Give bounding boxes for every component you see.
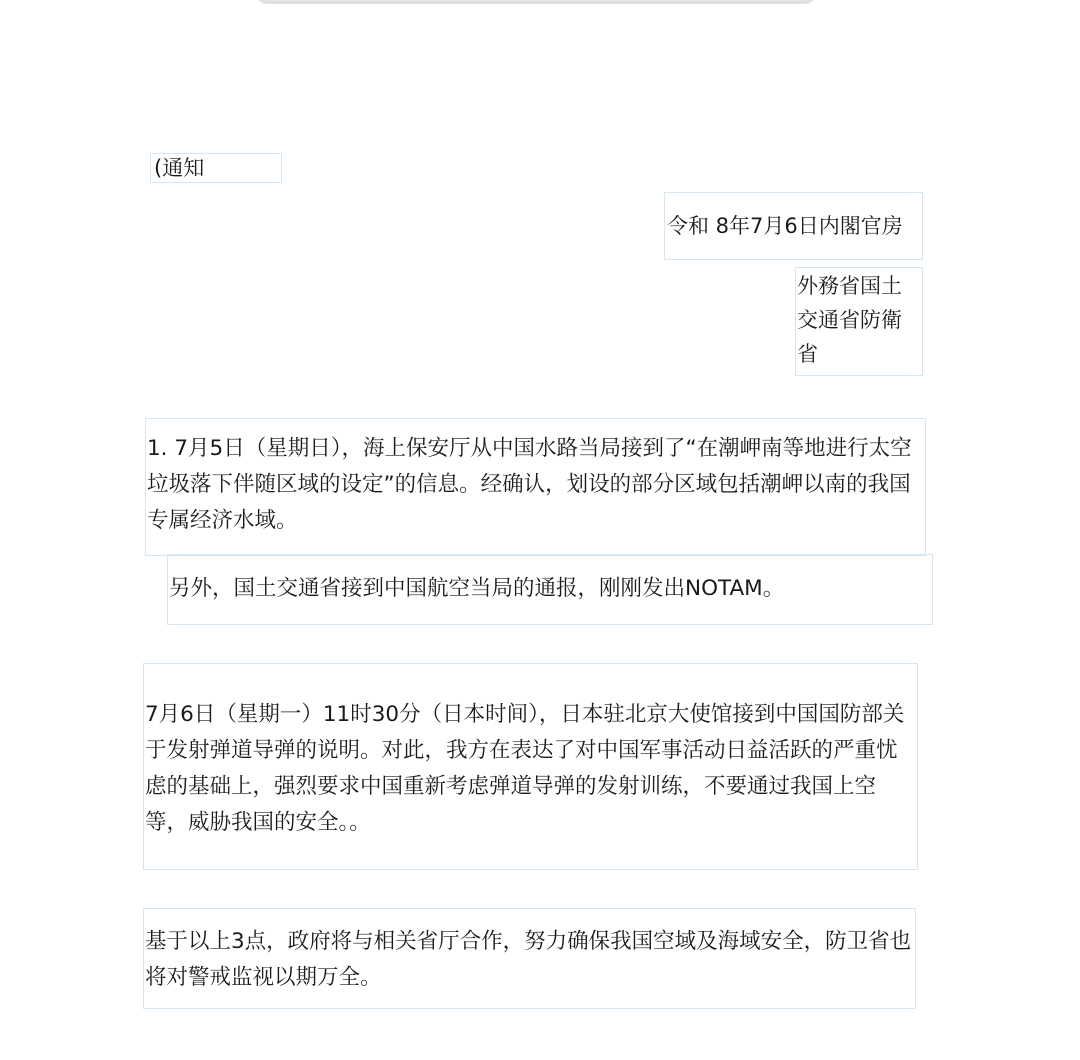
paragraph-1: 1. 7月5日（星期日），海上保安厅从中国水路当局接到了“在潮岬南等地进行太空垃圾落下伴随区域的设定”的信息。经确认，划设的部分区域包括潮岬以南的我国专属经济水域。 [147,436,912,533]
window-top-edge [258,0,814,2]
ministries: 外務省国土交通省防衛省 [797,274,902,366]
paragraph-3: 7月6日（星期一）11时30分（日本时间），日本驻北京大使馆接到中国国防部关于发射弹道导弹的说明。对此，我方在表达了对中国军事活动日益活跃的严重忧虑的基础上，强烈要求中国重新考虑弹道导弹的发射训练，不要通过我国上空等，威胁我国的安全。。 [145,702,905,835]
paragraph-4: 基于以上3点，政府将与相关省厅合作，努力确保我国空域及海域安全，防卫省也将对警戒监视以期万全。 [145,929,912,990]
date-issuer: 令和 8年7月6日内閣官房 [667,214,903,238]
notice-title: (通知 [154,156,205,180]
paragraph-2: 另外，国土交通省接到中国航空当局的通报，刚刚发出NOTAM。 [169,576,785,601]
